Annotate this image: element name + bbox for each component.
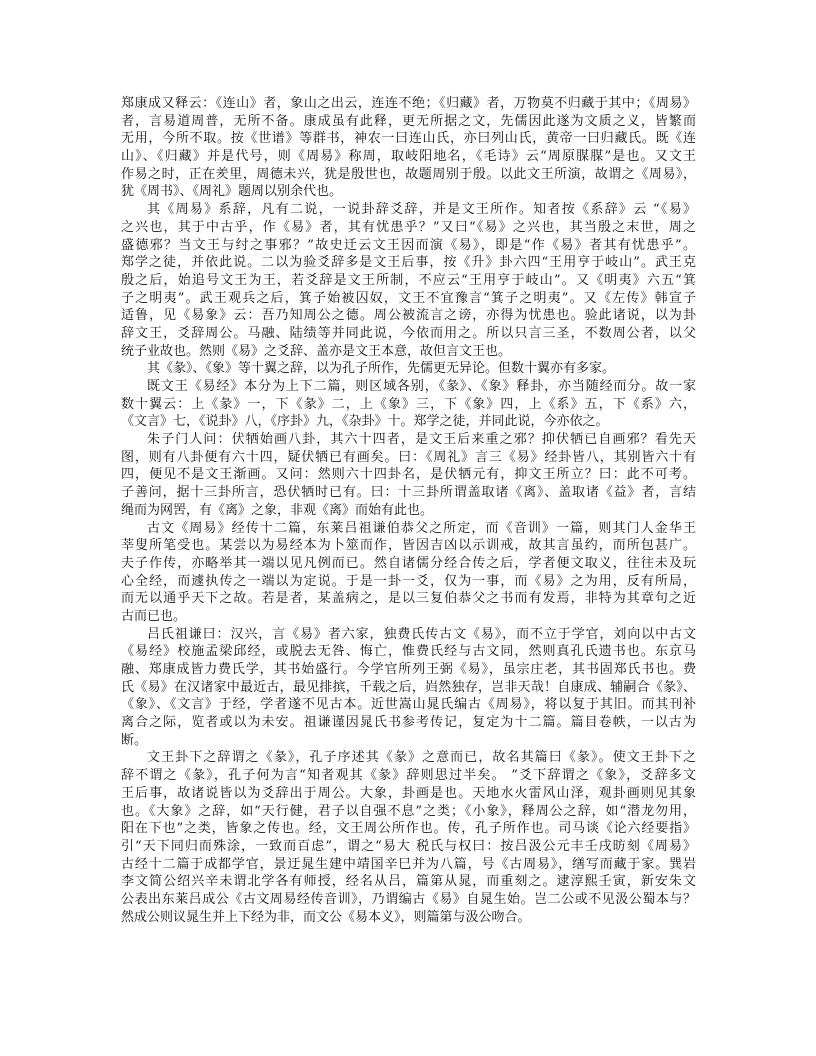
paragraph — [121, 520, 696, 626]
text-line: 适鲁，见《易象》云：吾乃知周公之德。周公被流言之谤，亦得为忧患也。验此诸说，以为卦 — [121, 308, 696, 324]
text-line: 作易之时，正在羑里，周德未兴，犹是殷世也，故题周别于殷。以此文王所演，故谓之《周易》， — [121, 166, 696, 182]
paragraph — [121, 749, 696, 926]
paragraph — [121, 626, 696, 750]
text-line: 郑学之徒，并依此说。二以为验爻辞多是文王后事，按《升》卦六四“王用亨于岐山”。武王克 — [121, 255, 696, 271]
paragraph — [121, 95, 696, 201]
text-line: 既文王《易经》本分为上下二篇，则区域各别，《彖》、《象》释卦，亦当随经而分。故一家 — [147, 379, 696, 394]
text-line: 也。《大象》之辞，如“天行健，君子以自强不息”之类；《小象》，释周公之辞，如“潜龙勿用， — [121, 803, 696, 819]
text-line: 其《彖》、《象》等十翼之辞，以为孔子所作，先儒更无异论。但数十翼亦有多家。 — [147, 361, 616, 377]
text-line: 辞文王，爻辞周公。马融、陆绩等并同此说，今依而用之。所以只言三圣，不数周公者，以父 — [121, 325, 696, 341]
text-line: 《象》、《文言》于经，学者遂不见古本。近世嵩山晁氏编古《周易》，将以复于其旧。而其刊补 — [121, 697, 696, 713]
text-line: 而无以通乎天下之故。若是者，某盖病之，是以三复伯恭父之书而有发焉，非特为其章句之近 — [121, 591, 696, 607]
text-line: 四，便见不是文王渐画。又问：然则六十四卦名，是伏牺元有，抑文王所立？曰：此不可考。 — [121, 467, 696, 483]
text-line: 阳在下也”之类，皆象之传也。经，文王周公所作也。传，孔子所作也。司马谈《论六经要指》 — [121, 821, 696, 837]
text-line: 夫子作传，亦略举其一端以见凡例而已。然自诸儒分经合传之后，学者便文取义，往往未及玩 — [121, 555, 696, 571]
text-line: 《文言》七，《说卦》八，《序卦》九，《杂卦》十。郑学之徒，并同此说，今亦依之。 — [121, 414, 609, 430]
paragraph — [121, 201, 696, 360]
text-line: 盛德邪？当文王与纣之事邪？”故史迁云文王因而演《易》，即是“作《易》者其有忧患乎”。 — [121, 237, 696, 253]
text-line: 氏《易》在汉诸家中最近古，最见排摈，千载之后，岿然独存，岂非天哉！自康成、辅嗣合《彖》、 — [121, 679, 696, 695]
text-line: 郑康成又释云：《连山》者，象山之出云，连连不绝；《归藏》者，万物莫不归藏于其中；《周易》 — [121, 96, 696, 111]
text-line: 古而已也。 — [121, 608, 187, 624]
paragraph — [121, 378, 696, 431]
text-line: 者，言易道周普，无所不备。康成虽有此释，更无所据之文，先儒因此遂为文质之义，皆繁而 — [121, 113, 696, 129]
text-line: 文王卦下之辞谓之《彖》，孔子序述其《彖》之意而已，故名其篇曰《彖》。使文王卦下之 — [147, 750, 696, 766]
text-line: 山》、《归藏》并是代号，则《周易》称周，取岐阳地名，《毛诗》云“周原腜腜”是也。又文王 — [121, 149, 696, 165]
text-line: 数十翼云：上《彖》一，下《彖》二，上《象》三，下《象》四，上《系》五，下《系》六， — [121, 396, 696, 412]
text-line: 古经十二篇于成都学官，景迂晁生建中靖国辛巳并为八篇，号《古周易》，缮写而藏于家。巽岩 — [121, 856, 696, 872]
text-line: 心全经，而遽执传之一端以为定说。于是一卦一爻，仅为一事，而《易》之为用，反有所局， — [121, 573, 696, 589]
text-line: 莘叟所笔受也。某尝以为易经本为卜筮而作，皆因吉凶以示训戒，故其言虽约，而所包甚广。 — [121, 538, 696, 554]
paragraph — [121, 360, 696, 378]
text-line: 统子业故也。然则《易》之爻辞、盖亦是文王本意，故但言文王也。 — [121, 343, 512, 359]
text-line: 古文《周易》经传十二篇，东莱吕祖谦伯恭父之所定，而《音训》一篇，则其门人金华王 — [147, 520, 696, 536]
text-line: 殷之后，始追号文王为王，若爻辞是文王所制，不应云“王用亨于岐山”。又《明夷》六五“箕 — [121, 272, 696, 288]
document-body — [121, 95, 696, 926]
text-line: 子善问，据十三卦所言，恐伏牺时已有。曰：十三卦所谓盖取诸《离》、盖取诸《益》者，言结 — [121, 485, 696, 501]
paragraph — [121, 431, 696, 519]
text-line: 融、郑康成皆力费氏学，其书始盛行。今学官所列王弼《易》，虽宗庄老，其书固郑氏书也。费 — [121, 662, 696, 677]
text-line: 王后事，故诸说皆以为爻辞出于周公。大象，卦画是也。天地水火雷风山泽，观卦画则见其象 — [121, 785, 696, 801]
text-line: 图，则有八卦便有六十四，疑伏牺已有画矣。曰：《周礼》言三《易》经卦皆八，其别皆六十有 — [121, 449, 696, 465]
text-line: 李文简公绍兴辛未谓北学各有师授，经名从吕，篇第从晁，而重刻之。逮淳熙壬寅，新安朱文 — [121, 874, 696, 890]
text-line: 引“天下同归而殊涂，一致而百虑”，谓之“易大 税氏与权曰：按吕汲公元丰壬戌昉刻《周易》 — [121, 838, 696, 854]
text-line: 无用，今所不取。按《世谱》等群书，神农一曰连山氏，亦曰列山氏，黄帝一曰归藏氏。既《连 — [121, 131, 696, 147]
text-line: 之兴也，其于中古乎，作《易》者，其有忧患乎？”又曰“《易》之兴也，其当殷之末世，周之 — [121, 219, 696, 235]
text-line: 断。 — [121, 732, 148, 748]
text-line: 吕氏祖谦曰：汉兴，言《易》者六家，独费氏传古文《易》，而不立于学官，刘向以中古文 — [147, 626, 696, 642]
text-line: 朱子门人问：伏牺始画八卦，其六十四者，是文王后来重之邪？抑伏牺已自画邪？看先天 — [147, 432, 696, 448]
text-line: 《易经》校施孟梁邱经，或脱去无咎、悔亡，惟费氏经与古文同，然则真孔氏遗书也。东京马 — [121, 644, 696, 660]
text-line: 其《周易》系辞，凡有二说，一说卦辞爻辞，并是文王所作。知者按《系辞》云 “《易》 — [147, 202, 696, 218]
text-line: 绳而为网罟，有《离》之象，非观《离》而始有此也。 — [121, 502, 434, 518]
text-line: 然成公则议晁生并上下经为非，而文公《易本义》，则篇第与汲公吻合。 — [121, 909, 531, 925]
text-line: 子之明夷”。武王观兵之后，箕子始被囚奴，文王不宜豫言“箕子之明夷”。又《左传》韩宣子 — [121, 290, 696, 306]
text-line: 离合之际，览者或以为未安。祖谦谨因晁氏书参考传记，复定为十二篇。篇目卷帙，一以古为 — [121, 715, 696, 731]
text-line: 公表出东莱吕成公《古文周易经传音训》，乃谓编古《易》自晁生始。岂二公或不见汲公蜀本与？ — [121, 891, 696, 907]
text-line: 辞不谓之《彖》，孔子何为言“知者观其《彖》辞则思过半矣。 ”爻下辞谓之《象》，爻辞多文 — [121, 768, 696, 784]
text-line: 犹《周书》、《周礼》题周以别余代也。 — [121, 184, 343, 200]
